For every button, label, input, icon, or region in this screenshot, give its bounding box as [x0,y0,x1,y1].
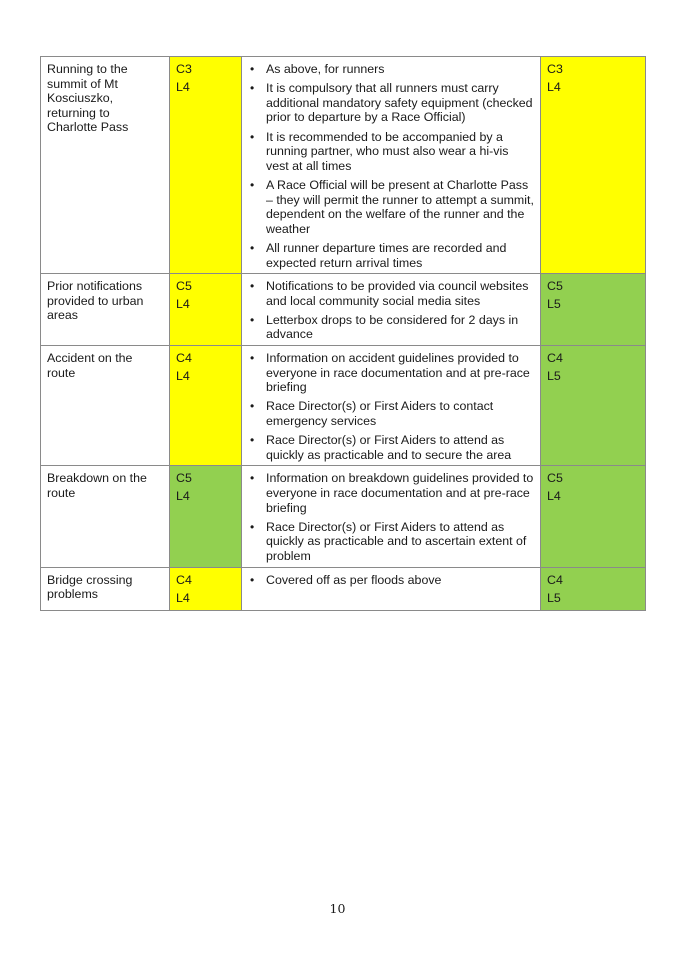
consequence-rating: C4 [547,572,563,587]
controls-cell [242,274,541,346]
hazard-cell: Accident on the route [41,346,170,466]
control-item: • As above, for runners [248,62,534,77]
consequence-rating: C5 [547,279,563,294]
initial-risk-cell [170,567,242,610]
residual-risk-cell [541,274,646,346]
consequence-rating: C3 [176,62,192,76]
hazard-cell: Breakdown on the route [41,466,170,567]
likelihood-rating: L4 [176,489,190,504]
likelihood-rating: L4 [176,297,190,312]
controls-cell [242,466,541,567]
control-item: • It is compulsory that all runners must carry additional mandatory safety equipment (checked prior to departure by a Race Official) [248,81,534,125]
likelihood-rating: L4 [547,489,561,504]
control-item: • It is recommended to be accompanied by a running partner, who must also wear a hi-vis vest at all times [248,130,534,174]
hazard-cell: Running to the summit of Mt Kosciuszko, returning to Charlotte Pass [41,57,170,274]
control-item: • Race Director(s) or First Aiders to attend as quickly as practicable and to secure the area [248,433,534,462]
control-item: • Information on breakdown guidelines provided to everyone in race documentation and at pre-race briefing [248,471,534,515]
page-number: 10 [329,901,346,916]
table-row [41,567,646,610]
residual-risk-cell [541,346,646,466]
control-item: • Notifications to be provided via council websites and local community social media sites [248,279,534,308]
risk-assessment-table [40,56,646,611]
controls-cell [242,567,541,610]
control-item: • All runner departure times are recorded and expected return arrival times [248,241,534,270]
consequence-rating: C5 [176,471,192,486]
residual-risk-cell [541,466,646,567]
consequence-rating: C3 [547,62,563,76]
likelihood-rating: L4 [176,80,190,94]
consequence-rating: C5 [547,471,563,486]
controls-list [248,573,534,588]
consequence-rating: C4 [547,351,563,366]
likelihood-rating: L4 [547,80,561,94]
likelihood-rating: L5 [547,590,561,605]
control-item: • Covered off as per floods above [248,573,534,588]
initial-risk-cell [170,57,242,274]
residual-risk-cell [541,567,646,610]
control-item: • Information on accident guidelines provided to everyone in race documentation and at pre-race briefing [248,351,534,395]
controls-list [248,471,534,563]
controls-cell [242,57,541,274]
likelihood-rating: L4 [176,590,190,605]
initial-risk-cell [170,466,242,567]
initial-risk-cell [170,346,242,466]
table-row [41,274,646,346]
table-row [41,57,646,274]
likelihood-rating: L4 [176,369,190,384]
hazard-cell: Bridge crossing problems [41,567,170,610]
controls-list [248,62,534,270]
control-item: • Race Director(s) or First Aiders to attend as quickly as practicable and to ascertain extent of problem [248,520,534,564]
initial-risk-cell [170,274,242,346]
hazard-cell: Prior notifications provided to urban areas [41,274,170,346]
table-row [41,346,646,466]
consequence-rating: C4 [176,572,192,587]
control-item: • Race Director(s) or First Aiders to contact emergency services [248,399,534,428]
likelihood-rating: L5 [547,369,561,384]
table-row [41,466,646,567]
likelihood-rating: L5 [547,297,561,312]
control-item: • Letterbox drops to be considered for 2 days in advance [248,313,534,342]
risk-table-body [41,57,646,611]
residual-risk-cell [541,57,646,274]
consequence-rating: C4 [176,351,192,366]
controls-cell [242,346,541,466]
controls-list [248,351,534,462]
controls-list [248,279,534,342]
control-item: • A Race Official will be present at Charlotte Pass – they will permit the runner to attempt a summit, dependent on the welfare of the runner and the weather [248,178,534,236]
consequence-rating: C5 [176,279,192,294]
